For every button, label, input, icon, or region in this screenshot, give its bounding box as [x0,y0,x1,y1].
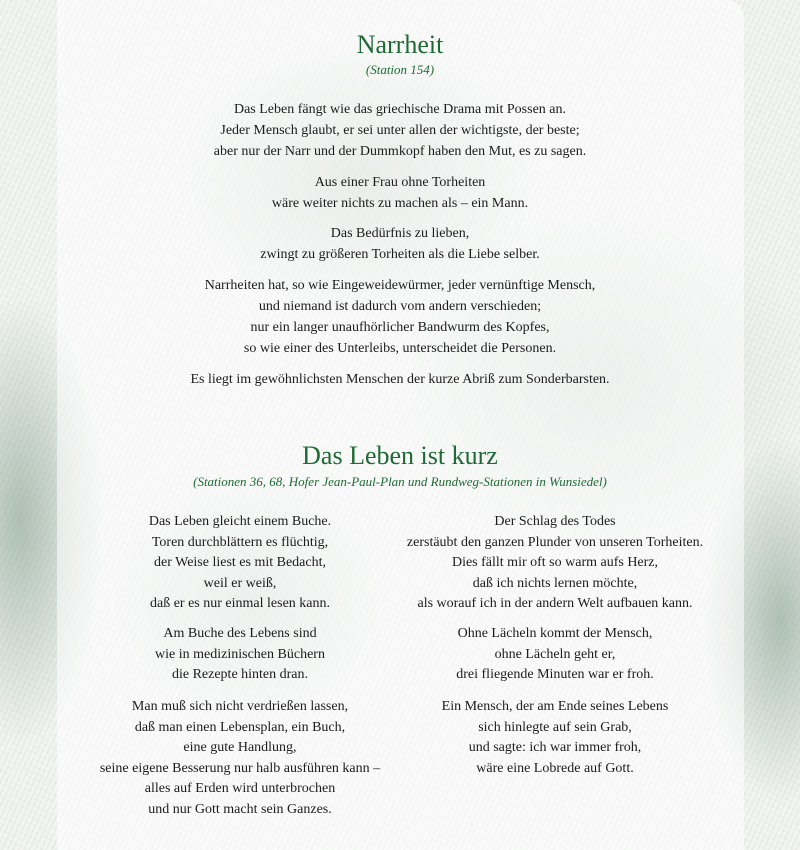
text-line: wäre eine Lobrede auf Gott. [476,760,634,776]
text-line: Jeder Mensch glaubt, er sei unter allen der wichtigste, der beste; [220,123,580,138]
text-line: Dies fällt mir oft so warm aufs Herz, [451,555,659,570]
text-line: wie in medizinischen Büchern [155,646,325,662]
text-line: eine gute Handlung, [183,740,297,755]
text-line: seine eigene Besserung nur halb ausführen kann – [99,760,381,776]
paragraph [0,172,800,214]
text-line: Ein Mensch, der am Ende seines Lebens [441,699,669,714]
text-line: alles auf Erden wird unterbrochen [144,781,336,796]
text-line: Aus einer Frau ohne Torheiten [314,175,486,190]
section-subtitle-narrheit: (Station 154) [365,62,435,77]
text-line: die Rezepte hinten dran. [171,667,309,682]
left-column-stanza [90,697,390,820]
text-line: ohne Lächeln geht er, [494,646,616,662]
paragraph [0,223,800,265]
text-line: daß ich nichts lernen möchte, [472,575,638,591]
text-line: Das Leben gleicht einem Buche. [148,514,332,529]
text-line: sich hinlegte auf sein Grab, [478,719,632,735]
text-line: und sagte: ich war immer froh, [468,740,642,755]
text-line: drei fliegende Minuten war er froh. [456,667,654,682]
text-line: als worauf ich in der andern Welt aufbauen kann. [417,596,693,611]
text-line: nur ein langer unaufhörlicher Bandwurm des Kopfes, [250,320,550,335]
left-column-stanza [90,624,390,686]
text-line: weil er weiß, [203,575,277,591]
text-line: zerstäubt den ganzen Plunder von unseren Torheiten. [406,534,704,550]
text-line: Am Buche des Lebens sind [163,626,317,641]
text-line: so wie einer des Unterleibs, unterscheidet die Personen. [243,341,557,356]
text-line: aber nur der Narr und der Dummkopf haben den Mut, es zu sagen. [213,144,587,159]
right-column-stanza [405,512,705,615]
right-column-stanza [405,624,705,686]
right-column-stanza [405,697,705,779]
paragraph [0,369,800,390]
section-subtitle-das-leben-ist-kurz: (Stationen 36, 68, Hofer Jean-Paul-Plan und Rundweg-Stationen in Wunsiedel) [193,474,607,489]
section-title-narrheit: Narrheit [356,30,444,59]
section-title-das-leben-ist-kurz: Das Leben ist kurz [302,441,498,470]
text-line: Es liegt im gewöhnlichsten Menschen der kurze Abriß zum Sonderbarsten. [190,372,610,387]
text-line: der Weise liest es mit Bedacht, [153,555,326,570]
text-line: und niemand ist dadurch vom andern verschieden; [258,299,542,314]
text-line: Toren durchblättern es flüchtig, [151,534,329,550]
paragraph [0,99,800,162]
paragraph [0,275,800,359]
text-line: Das Bedürfnis zu lieben, [330,226,470,241]
text-line: Man muß sich nicht verdrießen lassen, [131,699,349,714]
text-line: Ohne Lächeln kommt der Mensch, [457,626,653,641]
text-line: Narrheiten hat, so wie Eingeweidewürmer, jeder vernünftige Mensch, [204,278,596,293]
left-column-stanza [90,512,390,615]
text-line: daß man einen Lebensplan, ein Buch, [134,719,346,735]
text-line: wäre weiter nichts zu machen als – ein Mann. [271,196,529,211]
text-line: und nur Gott macht sein Ganzes. [148,801,332,817]
text-line: Das Leben fängt wie das griechische Drama mit Possen an. [233,102,566,117]
text-line: daß er es nur einmal lesen kann. [150,596,330,611]
text-line: zwingt zu größeren Torheiten als die Liebe selber. [260,247,540,262]
text-line: Der Schlag des Todes [494,514,616,529]
